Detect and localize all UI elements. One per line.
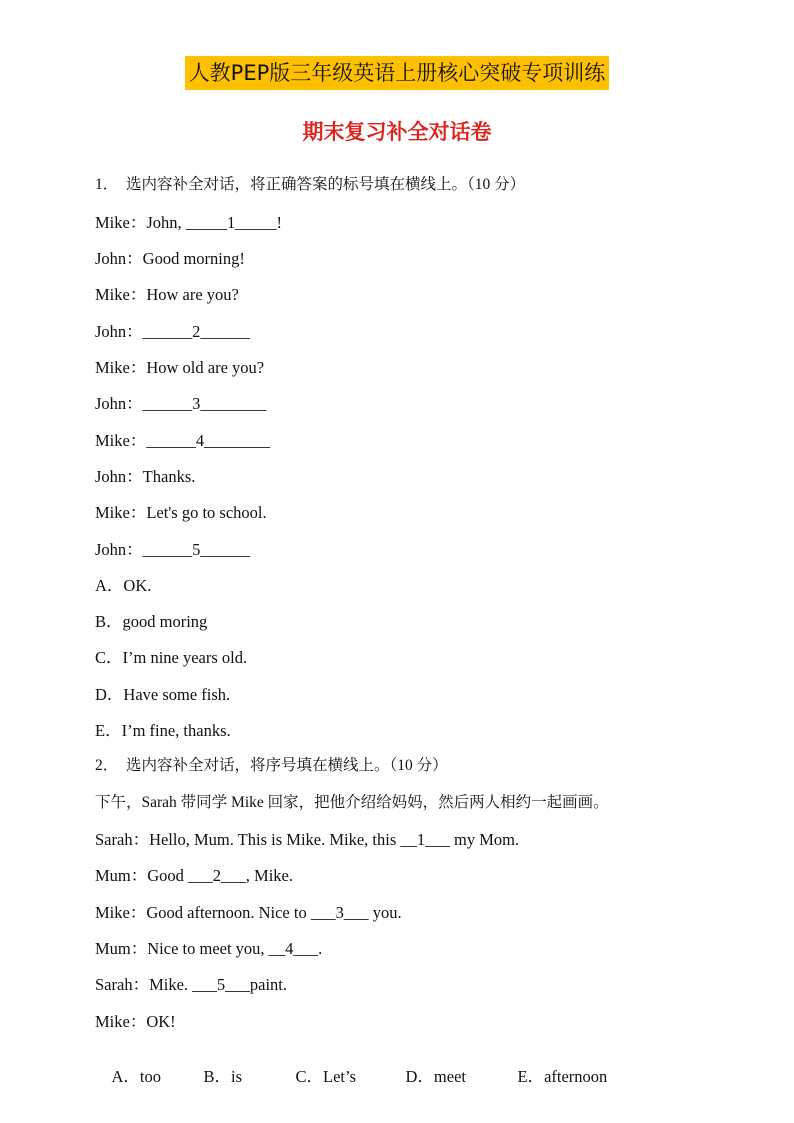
- question-2-prompt: 2． 选内容补全对话，将序号填在横线上。（10 分）: [95, 757, 448, 774]
- dialogue-line: Mike：John, _____1_____!: [95, 213, 282, 232]
- dialogue-line: John：______3________: [95, 394, 267, 413]
- dialogue-line: John：______2______: [95, 322, 250, 341]
- dialogue-line: Mike：______4________: [95, 431, 271, 450]
- dialogue-line: Mike：OK!: [95, 1012, 176, 1031]
- answer-option: D．meet: [405, 1067, 466, 1086]
- dialogue-line: Sarah：Hello, Mum. This is Mike. Mike, this __1___ my Mom.: [95, 830, 520, 849]
- dialogue-line: Mike：Good afternoon. Nice to ___3___ you.: [95, 903, 402, 922]
- answer-option: E．afternoon: [517, 1067, 608, 1086]
- page-subtitle: 期末复习补全对话卷: [302, 120, 492, 144]
- dialogue-line: Mum：Nice to meet you, __4___.: [95, 939, 323, 958]
- answer-option: E．I’m fine, thanks.: [95, 721, 231, 740]
- dialogue-line: John：______5______: [95, 540, 250, 559]
- scenario-intro: 下午，Sarah 带同学 Mike 回家，把他介绍给妈妈，然后两人相约一起画画。: [95, 794, 609, 811]
- page-title: 人教PEP版三年级英语上册核心突破专项训练: [185, 56, 610, 90]
- answer-option: B．is: [203, 1067, 243, 1086]
- answer-option: A．too: [111, 1067, 161, 1086]
- title-container: [0, 56, 794, 90]
- answer-option: C．Let’s: [295, 1067, 356, 1086]
- dialogue-line: Mike：How are you?: [95, 285, 239, 304]
- question-1-prompt: 1． 选内容补全对话，将正确答案的标号填在横线上。（10 分）: [95, 176, 526, 193]
- dialogue-line: John：Good morning!: [95, 249, 245, 268]
- dialogue-line: John：Thanks.: [95, 467, 196, 486]
- dialogue-line: Mike：Let's go to school.: [95, 503, 267, 522]
- answer-options-row: [95, 1043, 607, 1107]
- answer-option: D．Have some fish.: [95, 685, 231, 704]
- dialogue-line: Mum：Good ___2___, Mike.: [95, 866, 293, 885]
- answer-option: C．I’m nine years old.: [95, 648, 248, 667]
- answer-option: A．OK.: [95, 576, 152, 595]
- dialogue-line: Mike：How old are you?: [95, 358, 265, 377]
- answer-option: B．good moring: [95, 612, 208, 631]
- dialogue-line: Sarah：Mike. ___5___paint.: [95, 975, 288, 994]
